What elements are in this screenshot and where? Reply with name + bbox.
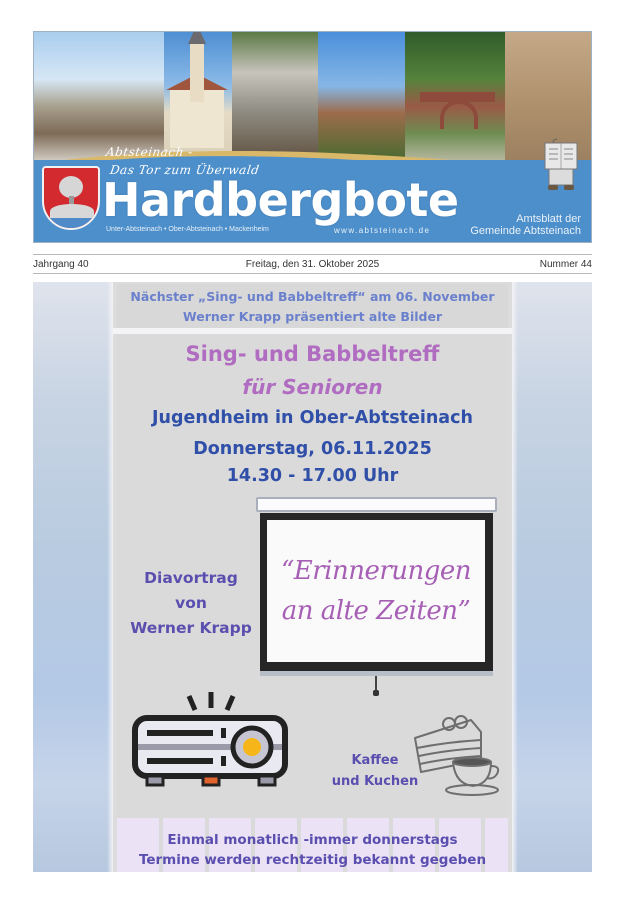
issue-number: Nummer 44 <box>539 258 592 270</box>
event-location: Jugendheim in Ober-Abtsteinach <box>152 408 473 428</box>
amtsblatt-line-1: Amtsblatt der <box>516 213 581 225</box>
watercolor-border-right <box>512 282 592 872</box>
slogan-line-1: Abtsteinach - <box>105 145 194 159</box>
screen-content <box>267 520 485 662</box>
projection-screen-icon <box>260 513 493 676</box>
refreshments-line-2: und Kuchen <box>331 774 419 789</box>
watercolor-border-left <box>33 282 113 872</box>
talk-line-2: von <box>175 594 207 612</box>
event-time: 14.30 - 17.00 Uhr <box>226 466 399 486</box>
cake-and-coffee-icon <box>407 710 505 798</box>
headline-panel <box>117 284 508 328</box>
viaduct-arch <box>420 92 495 102</box>
headline-line-1: Nächster „Sing- und Babbeltreff“ am 06. November <box>130 289 495 304</box>
footer-line-1: Einmal monatlich -immer donnerstags <box>167 832 458 848</box>
talk-line-3: Werner Krapp <box>130 619 252 637</box>
talk-line-1: Diavortrag <box>144 569 238 587</box>
issue-info-bar <box>33 254 592 274</box>
screen-pull-cord <box>375 676 377 692</box>
newspaper-title: Hardbergbote <box>102 173 459 227</box>
villages-line: Unter-Abtsteinach • Ober-Abtsteinach • Mackenheim <box>106 226 269 233</box>
coat-of-arms-icon <box>42 166 100 230</box>
screen-text-line-1: “Erinnerungen <box>280 556 472 586</box>
event-subtitle: für Senioren <box>242 375 383 399</box>
masthead-banner <box>33 31 592 243</box>
screen-text-line-2: an alte Zeiten” <box>281 596 471 626</box>
event-poster <box>33 282 592 872</box>
event-date: Donnerstag, 06.11.2025 <box>193 439 432 459</box>
newspaper-reader-mascot-icon <box>539 137 583 197</box>
event-details-panel <box>117 334 508 872</box>
church-tower <box>190 42 204 102</box>
footer-text <box>117 830 508 870</box>
talk-info <box>123 566 259 641</box>
publisher-info <box>470 213 581 237</box>
refreshments-line-1: Kaffee <box>351 753 399 768</box>
event-title: Sing- und Babbeltreff <box>185 342 440 366</box>
projection-screen-roll <box>256 497 497 512</box>
website-link[interactable]: www.abtsteinach.de <box>334 226 431 235</box>
footer-line-2: Termine werden rechtzeitig bekannt gegeben <box>138 852 487 868</box>
slogan-line-2: Das Tor zum Überwald <box>109 163 261 177</box>
volume-label: Jahrgang 40 <box>33 258 89 270</box>
amtsblatt-line-2: Gemeinde Abtsteinach <box>470 225 581 237</box>
issue-date: Freitag, den 31. Oktober 2025 <box>245 258 380 270</box>
headline-line-2: Werner Krapp präsentiert alte Bilder <box>182 309 443 324</box>
projector-icon <box>131 688 291 788</box>
